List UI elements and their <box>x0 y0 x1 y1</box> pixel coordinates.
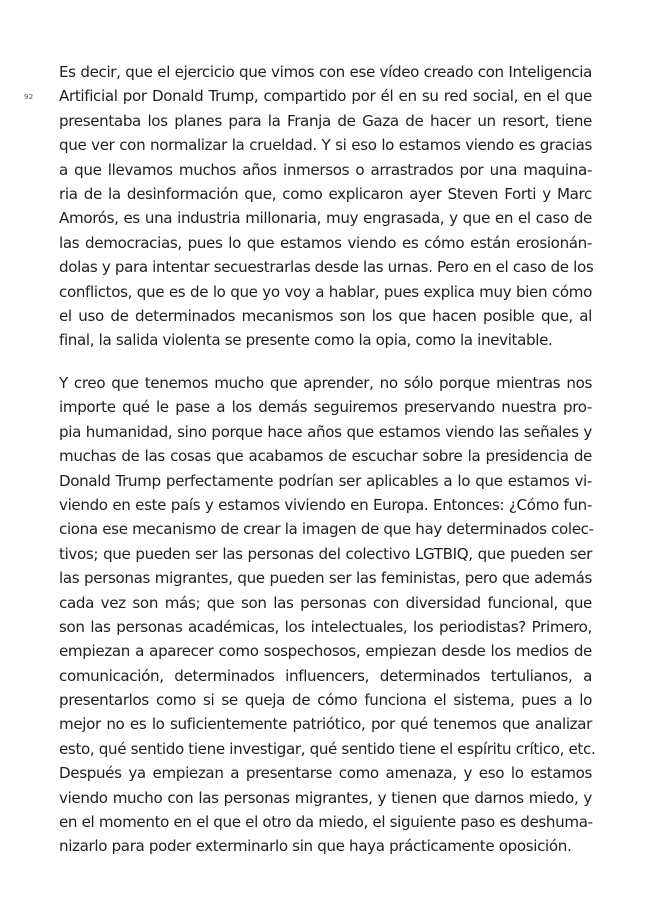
paragraph-1 <box>59 60 592 353</box>
text-line: las democracias, pues lo que estamos viendo es cómo están erosionán- <box>59 233 592 252</box>
text-line: esto, qué sentido tiene investigar, qué sentido tiene el espíritu crítico, etc. <box>59 739 596 758</box>
text-line: las personas migrantes, que pueden ser las feministas, pero que además <box>59 569 592 588</box>
text-line: son las personas académicas, los intelectuales, los periodistas? Primero, <box>59 617 592 636</box>
text-line: Amorós, es una industria millonaria, muy engrasada, y que en el caso de <box>59 209 592 228</box>
text-line: Es decir, que el ejercicio que vimos con ese vídeo creado con Inteligencia <box>59 63 592 81</box>
text-line: Donald Trump perfectamente podrían ser aplicables a lo que estamos vi- <box>59 471 592 490</box>
text-line: viendo mucho con las personas migrantes, y tienen que darnos miedo, y <box>59 788 592 807</box>
text-line: pia humanidad, sino porque hace años que estamos viendo las señales y <box>59 422 592 441</box>
text-line: final, la salida violenta se presente como la opia, como la inevitable. <box>59 331 553 350</box>
text-line: empiezan a aparecer como sospechosos, empiezan desde los medios de <box>59 642 592 661</box>
text-line: a que llevamos muchos años inmersos o arrastrados por una maquina- <box>59 160 592 179</box>
text-line: mejor no es lo suficientemente patriótico, por qué tenemos que analizar <box>59 715 592 734</box>
text-line: cada vez son más; que son las personas con diversidad funcional, que <box>59 593 592 612</box>
text-line: el uso de determinados mecanismos son los que hacen posible que, al <box>59 306 592 325</box>
text-line: muchas de las cosas que acabamos de escuchar sobre la presidencia de <box>59 447 592 466</box>
text-line: que ver con normalizar la crueldad. Y si eso lo estamos viendo es gracias <box>59 136 592 155</box>
text-line: presentarlos como si se queja de cómo funciona el sistema, pues a lo <box>59 691 592 710</box>
text-line: comunicación, determinados influencers, determinados tertulianos, a <box>59 666 592 685</box>
text-line: Artificial por Donald Trump, compartido por él en su red social, en el que <box>59 87 592 106</box>
text-line: ria de la desinformación que, como explicaron ayer Steven Forti y Marc <box>59 184 592 203</box>
text-line: Y creo que tenemos mucho que aprender, no sólo porque mientras nos <box>59 374 592 392</box>
text-line: nizarlo para poder exterminarlo sin que haya prácticamente oposición. <box>59 837 572 856</box>
page-number: 92 <box>24 93 34 101</box>
text-line: ciona ese mecanismo de crear la imagen de que hay determinados colec- <box>59 520 594 539</box>
text-line: importe qué le pase a los demás seguiremos preservando nuestra pro- <box>59 398 592 417</box>
paragraph-2 <box>59 371 596 859</box>
text-line: presentaba los planes para la Franja de Gaza de hacer un resort, tiene <box>59 111 592 130</box>
text-line: en el momento en el que el otro da miedo, el siguiente paso es deshuma- <box>59 813 593 832</box>
text-line: Después ya empiezan a presentarse como amenaza, y eso lo estamos <box>59 764 592 783</box>
text-line: tivos; que pueden ser las personas del colectivo LGTBIQ, que pueden ser <box>59 544 592 563</box>
text-line: conflictos, que es de lo que yo voy a hablar, pues explica muy bien cómo <box>59 282 592 301</box>
text-line: dolas y para intentar secuestrarlas desde las urnas. Pero en el caso de los <box>59 258 594 277</box>
text-line: viendo en este país y estamos viviendo en Europa. Entonces: ¿Cómo fun- <box>59 495 592 514</box>
